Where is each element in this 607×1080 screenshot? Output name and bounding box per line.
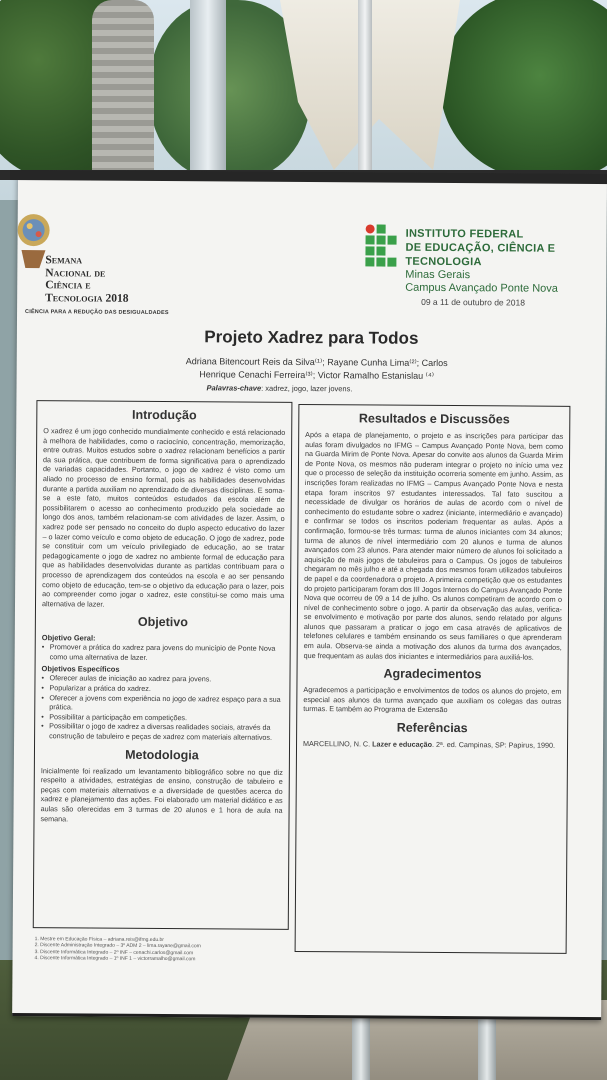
list-item: • Possibilitar o jogo de xadrez a diversas realidades sociais, através da construção de tabuleiro e peças de xadrez com materiais alternativos. (49, 722, 283, 743)
footnote: 1. Mestre em Educação Física – adriana.reis@ifmg.edu.br (34, 936, 165, 944)
institute-line: INSTITUTO FEDERAL (405, 227, 524, 241)
if-logo-icon (365, 224, 399, 280)
agradecimentos-heading: Agradecimentos (383, 666, 482, 682)
palm-trunk (92, 0, 154, 180)
agradecimentos-text: Agradecemos a participação e envolvimentos de todos os alunos do projeto, em especial aos alunos da turma avançado que auxiliam os colegas das outras turmas. E também ao Programa de Extensão (303, 685, 562, 715)
event-name-line: Semana (45, 254, 83, 267)
intro-heading: Introdução (131, 407, 197, 423)
keywords-text: : xadrez, jogo, lazer jovens. (261, 383, 353, 394)
resultados-heading: Resultados e Discussões (358, 411, 510, 427)
footnote: 2. Discente Administração Integrado – 3º ADM 2 – lima.rayane@gmail.com (34, 942, 201, 950)
metal-pole (190, 0, 226, 180)
event-name (45, 254, 129, 305)
authors-line: Henrique Cenachi Ferreira⁽³⁾; Victor Ramalho Estanislau ⁽⁴⁾ (199, 369, 434, 381)
ref-title: Lazer e educação (372, 739, 433, 749)
objetivo-geral-label: Objetivo Geral: (41, 633, 96, 643)
event-dates: 09 a 11 de outubro de 2018 (421, 296, 525, 308)
keywords-label: Palavras-chave (206, 383, 262, 393)
list-item: • Popularizar a prática do xadrez. (49, 683, 283, 694)
referencias-heading: Referências (396, 720, 468, 736)
footnote: 4. Discente Informática Integrado – 1º INF 1 – victorramalho@gmail.com (34, 955, 196, 963)
metodologia-heading: Metodologia (125, 747, 199, 762)
resultados-text: Após a etapa de planejamento, o projeto e as inscrições para participar das aulas foram divulgados no IFMG – Campus Avançado Ponte Nova, bem como na Guarda Mirim de Ponte Nova. Apesar do convite aos alunos da Guarda Mirim de Ponte Nova, os mesmos não puderam integrar o projeto no início uma vez que o processo de seleção da instituição ocorreria somente em junho. Assim, as inscrições foram realizadas no IFMG – Campus Avançado Ponte Nova e nesta etapa foram inscritos 97 estudantes interessados. Tal fato suscitou a necessidade de divulgar os horários de aulas de acordo com o nível de conhecimento do estudante sobre o xadrez (iniciante, intermediário e avançado) e confirmar se todos os inscritos poderiam frequentar as aulas. Após a confirmação, formou-se três turmas: turma de alunos iniciantes com 34 alunos; turma de alunos de nível intermediário com 20 alunos e turma de alunos avançados com 23 alunos. Para atender maior número de alunos foi solicitado a aquisição de mais jogos de tabuleiros para o Campus. Os jogos de tabuleiros chegaram no mês julho e até a chegada dos mesmos foram utilizados tabuleiros de papel e da coordenadora o projeto. A primeira competição que os estudantes do projeto participaram foram dos III Jogos Internos do Campus Avançado Ponte Nova que ocorreu de 09 a 14 de julho. Os alunos competiram de acordo com o nível de conhecimento sobre o jogo. A partir da observação das aulas, verifica-se envolvimento e motivação por parte dos alunos, sendo relatado por alguns alunos que passaram a praticar o jogo em casa através de aplicativos de telefones celulares e também ensinando os seus familiares o que aprenderam em aula. Observa-se ainda a motivação dos alunos da turma dos avançados, que frequentam as aulas dos iniciantes e intermediários para auxiliá-los. (303, 430, 564, 662)
banner-stand-leg (352, 1010, 370, 1080)
reference-entry (297, 739, 567, 750)
ref-details: . 2ª. ed. Campinas, SP: Papirus, 1990. (432, 739, 556, 750)
institute-line: Minas Gerais (405, 268, 471, 282)
poster-title: Projeto Xadrez para Todos (204, 327, 419, 348)
institute-line: Campus Avançado Ponte Nova (405, 281, 558, 295)
institute-line: DE EDUCAÇÃO, CIÊNCIA E TECNOLOGIA (405, 241, 556, 269)
objetivos-especificos-list (35, 674, 289, 743)
event-name-line: Nacional de (45, 266, 106, 280)
left-column (33, 400, 293, 930)
list-item: • Promover a prática do xadrez para jovens do município de Ponte Nova como uma alternativa de lazer. (50, 643, 284, 664)
authors-line: Adriana Bitencourt Reis da Silva⁽¹⁾; Rayane Cunha Lima⁽²⁾; Carlos (185, 356, 448, 369)
footnote: 3. Discente Informática Integrado – 2º INF – cenachi.carlos@gmail.com (34, 948, 194, 957)
list-item: • Possibilitar a participação em competições. (49, 712, 283, 723)
authors (137, 355, 497, 384)
footnotes (35, 936, 201, 963)
banner-stand-leg (478, 1010, 496, 1080)
event-name-line: Ciência e (45, 279, 91, 292)
ref-author: MARCELLINO, N. C. (303, 739, 373, 749)
objetivo-geral-list (36, 642, 290, 663)
objetivos-especificos-label: Objetivos Específicos (41, 664, 120, 675)
event-name-line: Tecnologia 2018 (45, 291, 129, 305)
metodologia-text: Inicialmente foi realizado um levantamento bibliográfico sobre no que diz respeito a atividades, estratégias de ensino, construção de tabuleiro e peças com materiais alternativos e a diversidade de questões acerca do xadrez e planejamento das ações. Foi elaborado um material didático e as aulas são oferecidas em 3 turmas de 20 alunos e 1 hora de aula na semana. (40, 765, 283, 823)
list-item: • Oferecer a jovens com experiência no jogo de xadrez espaço para a sua prática. (49, 693, 283, 714)
intro-text: O xadrez é um jogo conhecido mundialmente conhecido e está relacionado à melhora de habilidades, como o raciocínio, concentração, memorização, entre outras. Muitos estudos sobre o xadrez relacionam benefícios a partir da sua prática, que contribuem de forma significativa para o aprendizado de variadas capacidades. Portanto, o jogo de xadrez é visto como um aliado no processo de ensino formal, pois as habilidades desenvolvidas durante a partida auxiliam no aprendizado de diversas disciplinas. E soma-se a este fato, muitos conteúdos estudados da escola além de possibilitarem o acesso ao conhecimento produzido pela sociedade ao longo dos anos, também relacionam-se com atividades de lazer. Assim, o xadrez pode ser pensado no conceito do duplo aspecto educativo do lazer – o lazer como veículo e como objeto de educação. O jogo de xadrez, pode se constituir com um veículo privilegiado de educação, ao se tratar pedagogicamente o jogo de xadrez no ambiente formal de educação para que as habilidades desenvolvidas durante as partidas contribuam para o processo de aprendizagem dos conteúdos na escola e ao ser pensando como objeto de educação, tem-se o objetivo da educação para o lazer, pois ao compreender como jogar o xadrez, este constitui-se como mais uma alternativa de lazer. (41, 426, 286, 609)
keywords (206, 383, 352, 393)
right-column (295, 404, 571, 954)
objetivo-heading: Objetivo (137, 615, 188, 630)
list-item: • Oferecer aulas de iniciação ao xadrez para jovens. (49, 674, 283, 685)
poster (12, 176, 607, 1020)
event-tagline: CIÊNCIA PARA A REDUÇÃO DAS DESIGUALDADES (25, 309, 169, 317)
institute-name (405, 227, 606, 296)
tent-pole (358, 0, 372, 180)
